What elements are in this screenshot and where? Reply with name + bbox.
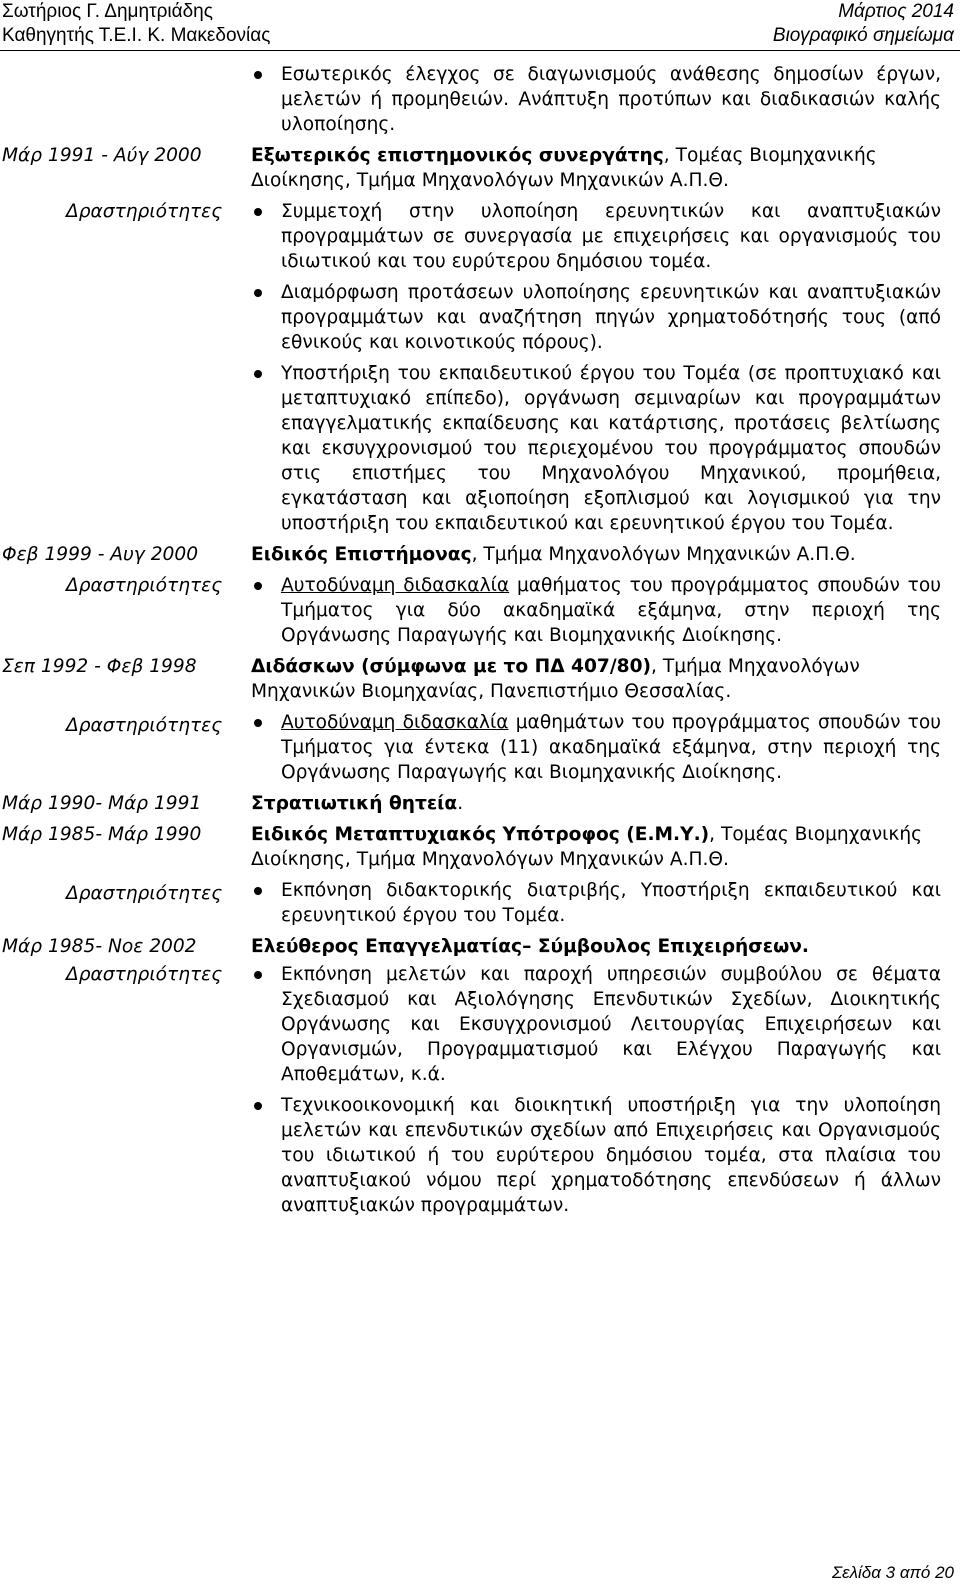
entry-date: Μάρ 1985- Νοε 2002 [2,936,197,957]
author-name: Σωτήριος Γ. Δημητριάδης [2,1,213,22]
header-left [2,0,270,48]
page-number: Σελίδα 3 από 20 [831,1563,954,1582]
cv-content [0,62,960,1224]
activity-bullet [281,280,941,355]
bullet-underlined-text: Αυτοδύναμη διδασκαλία [281,575,510,596]
entry-role [251,654,947,704]
bullet-icon [254,208,262,216]
author-position: Καθηγητής Τ.Ε.Ι. Κ. Μακεδονίας [2,25,271,46]
role-title: Στρατιωτική θητεία [251,793,458,814]
bullet-icon [254,289,262,297]
cv-entry-activities [0,878,960,928]
cv-entry-activities [0,962,960,1218]
role-details: , Τομέας Βιομηχανικής Διοίκησης, Τμήμα Μηχανολόγων Μηχανικών Α.Π.Θ. [251,145,877,191]
carry-over-bullet [281,62,941,137]
entry-role [251,791,947,816]
entry-date: Σεπ 1992 - Φεβ 1998 [2,656,197,677]
cv-entry-activities [0,573,960,648]
activity-bullet [281,573,941,648]
entry-date: Φεβ 1999 - Αυγ 2000 [2,544,199,565]
cv-entry-activities [0,199,960,536]
bullet-icon [254,719,262,727]
bullet-underlined-text: Αυτοδύναμη διδασκαλία [281,712,509,733]
cv-entry-activities [0,710,960,785]
role-title: Ειδικός Μεταπτυχιακός Υπότροφος (Ε.Μ.Υ.) [251,824,710,845]
bullet-icon [254,1102,262,1110]
role-details: , Τομέας Βιομηχανικής Διοίκησης, Τμήμα Μηχανολόγων Μηχανικών Α.Π.Θ. [251,824,923,870]
role-details: , Τμήμα Μηχανολόγων Μηχανικών Βιομηχανίας, Πανεπιστήμιο Θεσσαλίας. [251,656,860,702]
bullet-icon [254,71,262,79]
role-title: Ειδικός Επιστήμονας [251,544,472,565]
page-header [0,0,960,51]
bullet-text: Εκπόνηση μελετών και παροχή υπηρεσιών συμβούλου σε θέματα Σχεδιασμού και Αξιολόγησης Επενδυτικών Σχεδίων, Διοικητικής Οργάνωσης και Εκσυγχρονισμού Λειτουργίας Επιχειρήσεων και Οργανισμών, Προγραμματισμού και Ελέγχου Παραγωγής και Αποθεμάτων, κ.ά. [281,964,941,1085]
document-date: Μάρτιος 2014 [838,1,954,22]
activity-bullet [281,710,941,785]
bullet-text: μαθήματος του προγράμματος σπουδών του Τμήματος για δύο ακαδημαϊκά εξάμηνα, στην περιοχή της Οργάνωσης Παραγωγής και Βιομηχανικής Διοίκησης. [281,575,942,646]
activity-bullet [281,199,941,274]
activity-bullet [281,962,941,1087]
bullet-text: Εσωτερικός έλεγχος σε διαγωνισμούς ανάθεσης δημοσίων έργων, μελετών ή προμηθειών. Ανάπτυξη προτύπων και διαδικασιών καλής υλοποίησης. [281,64,941,135]
bullet-text: Συμμετοχή στην υλοποίηση ερευνητικών και αναπτυξιακών προγραμμάτων σε συνεργασία με επιχειρήσεις και οργανισμούς του ιδιωτικού και του ευρύτερου δημόσιου τομέα. [281,201,941,272]
header-right [773,0,954,48]
cv-entry-specialist-scientist [0,542,960,567]
entry-date: Μάρ 1991 - Αύγ 2000 [2,145,202,166]
bullet-icon [254,370,262,378]
role-title: Διδάσκων (σύμφωνα με το ΠΔ 407/80) [251,656,652,677]
role-title: Εξωτερικός επιστημονικός συνεργάτης [251,145,664,166]
cv-entry-lecturer [0,654,960,704]
entry-role [251,934,947,959]
cv-entry-freelance-consultant [0,934,960,959]
entry-role [251,143,947,193]
cv-entry-military-service [0,791,960,816]
bullet-icon [254,887,262,895]
entry-role [251,822,947,872]
bullet-text: Τεχνικοοικονομική και διοικητική υποστήριξη για την υλοποίηση μελετών και επενδυτικών σχεδίων από Επιχειρήσεις και Οργανισμούς του ιδιωτικού ή του ευρύτερου δημόσιου τομέα, στα πλαίσια του αναπτυξιακού νόμου περί χρηματοδότησης επενδύσεων ή άλλων αναπτυξιακών προγραμμάτων. [281,1095,941,1216]
role-details: . [457,793,464,814]
activity-bullet [281,361,941,536]
bullet-icon [254,582,262,590]
entry-date: Μάρ 1990- Μάρ 1991 [2,793,202,814]
role-title: Ελεύθερος Επαγγελματίας– Σύμβουλος Επιχειρήσεων. [251,936,809,957]
activities-label: Δραστηριότητες [66,715,223,736]
activity-bullet [281,878,941,928]
cv-entry-postgraduate-fellow [0,822,960,872]
activities-label: Δραστηριότητες [66,201,223,222]
document-title: Βιογραφικό σημείωμα [772,25,954,46]
activities-label: Δραστηριότητες [66,964,223,985]
bullet-icon [254,971,262,979]
activities-label: Δραστηριότητες [66,883,223,904]
entry-role [251,542,947,567]
bullet-text: Υποστήριξη του εκπαιδευτικού έργου του Τομέα (σε προπτυχιακό και μεταπτυχιακό επίπεδο), οργάνωση σεμιναρίων και προγραμμάτων επαγγελματικής εκπαίδευσης και κατάρτισης, προτάσεις βελτίωσης και εκσυγχρονισμού του περιεχομένου του προγράμματος σπουδών στις επιστήμες του Μηχανολόγου Μηχανικού, προμήθεια, εγκατάσταση και αξιοποίηση εξοπλισμού και λογισμικού για την υποστήριξη του εκπαιδευτικού και ερευνητικού έργου του Τομέα. [281,363,941,534]
activity-bullet [281,1093,941,1218]
cv-entry-external-collaborator [0,143,960,193]
bullet-text: μαθημάτων του προγράμματος σπουδών του Τμήματος για έντεκα (11) ακαδημαϊκά εξάμηνα, στην περιοχή της Οργάνωσης Παραγωγής και Βιομηχανικής Διοίκησης. [281,712,942,783]
bullet-text: Διαμόρφωση προτάσεων υλοποίησης ερευνητικών και αναπτυξιακών προγραμμάτων και αναζήτηση πηγών χρηματοδότησής τους (από εθνικούς και κοινοτικούς πόρους). [281,282,941,353]
role-details: , Τμήμα Μηχανολόγων Μηχανικών Α.Π.Θ. [471,544,856,565]
entry-date: Μάρ 1985- Μάρ 1990 [2,824,202,845]
activities-label: Δραστηριότητες [66,575,223,596]
bullet-text: Εκπόνηση διδακτορικής διατριβής, Υποστήριξη εκπαιδευτικού και ερευνητικού έργου του Τομέα. [281,880,941,926]
